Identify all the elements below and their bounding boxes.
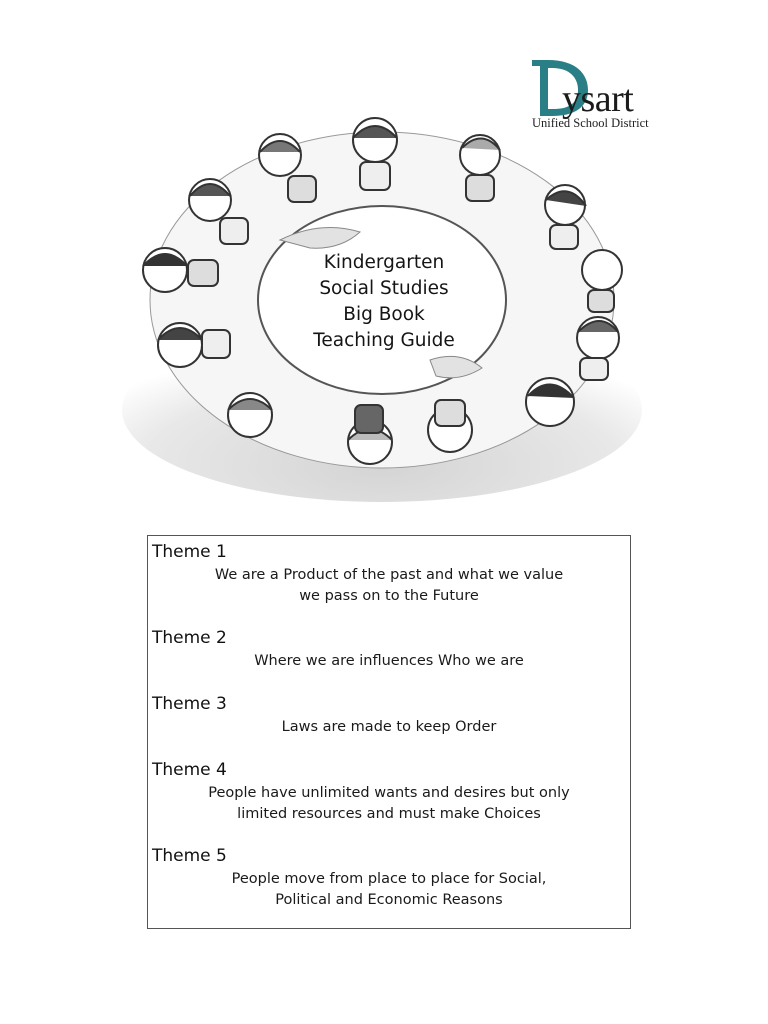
child-figure — [526, 378, 574, 426]
title-line: Big Book — [343, 304, 425, 325]
child-figure — [228, 393, 272, 437]
title-line: Teaching Guide — [313, 330, 455, 351]
book-title — [284, 250, 484, 354]
theme-line: we pass on to the Future — [299, 588, 479, 604]
child-figure — [353, 118, 397, 190]
theme-line: limited resources and must make Choices — [237, 806, 541, 822]
theme-line: People have unlimited wants and desires but only — [208, 785, 570, 801]
theme-description — [148, 783, 630, 825]
title-line: Kindergarten — [323, 252, 445, 273]
theme-heading: Theme 4 — [152, 760, 227, 780]
theme-line: Laws are made to keep Order — [281, 719, 497, 735]
theme-description — [148, 717, 630, 738]
child-figure — [582, 250, 622, 312]
theme-heading: Theme 2 — [152, 628, 227, 648]
theme-heading: Theme 1 — [152, 542, 227, 562]
theme-heading: Theme 5 — [152, 846, 227, 866]
themes-box — [147, 535, 631, 929]
theme-description — [148, 565, 630, 607]
theme-description — [148, 869, 630, 911]
title-line: Social Studies — [319, 278, 449, 299]
theme-line: Political and Economic Reasons — [275, 892, 503, 908]
theme-line: We are a Product of the past and what we value — [214, 567, 564, 583]
logo-word: ysart — [562, 78, 634, 120]
logo-subtitle: Unified School District — [532, 116, 649, 130]
child-figure — [428, 400, 472, 452]
theme-line: Where we are influences Who we are — [254, 653, 524, 669]
theme-heading: Theme 3 — [152, 694, 227, 714]
theme-line: People move from place to place for Social, — [231, 871, 547, 887]
theme-description — [148, 651, 630, 672]
child-figure — [460, 135, 500, 201]
